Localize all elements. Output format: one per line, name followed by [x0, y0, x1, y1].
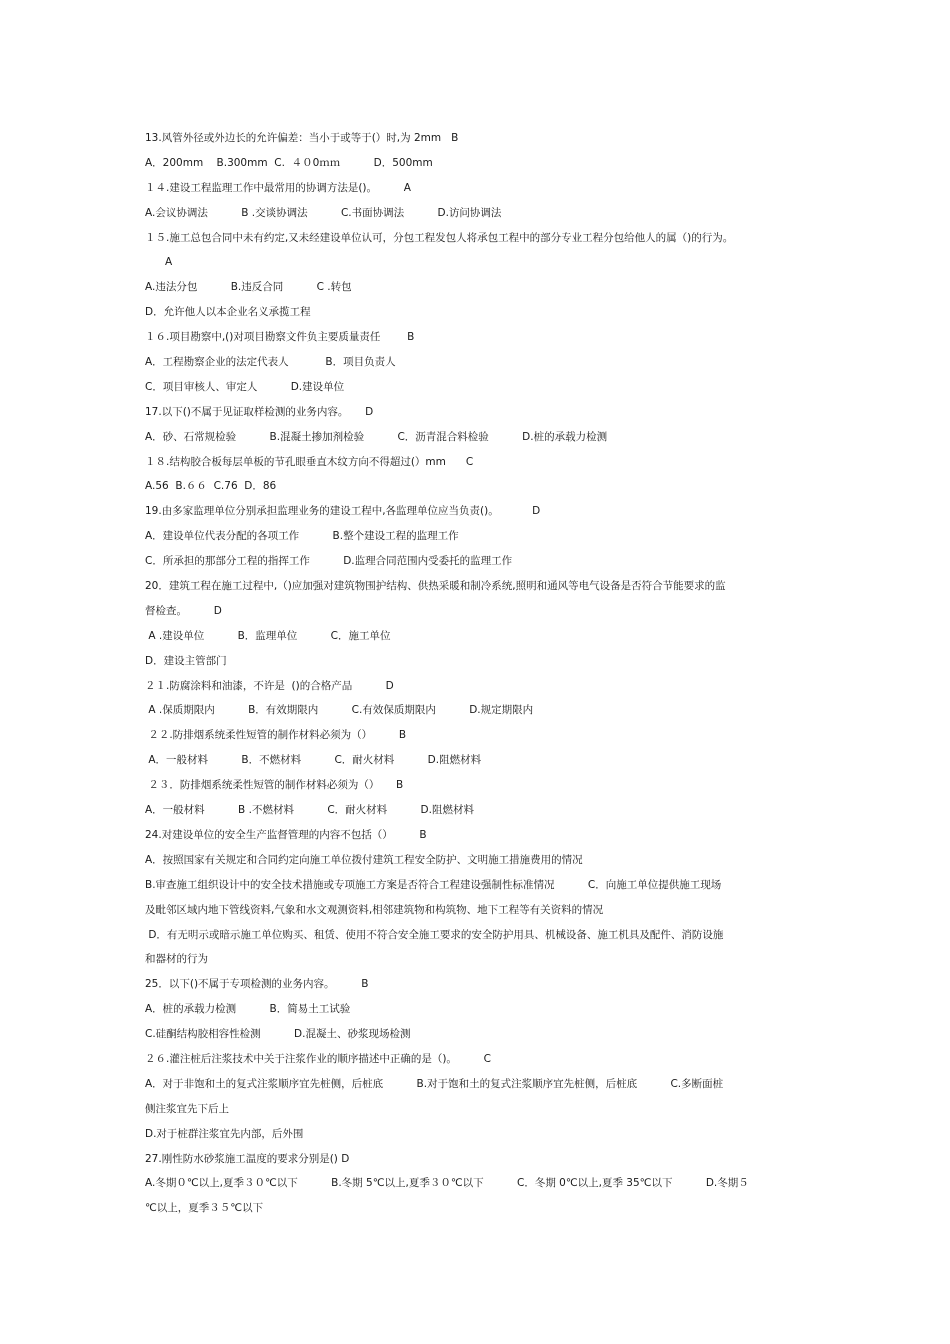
question-27-options: A.冬期０℃以上,夏季３０℃以下 B.冬期 5℃以上,夏季３０℃以下 C．冬期 0℃以上,夏季 35℃以下 D.冬期５	[145, 1177, 749, 1190]
question-24-option-d: D．有无明示或暗示施工单位购买、租赁、使用不符合安全施工要求的安全防护用具、机械设备、施工机具及配件、消防设施	[145, 928, 724, 941]
question-19-stem: 19.由多家监理单位分别承担监理业务的建设工程中,各监理单位应当负责()。 D	[145, 505, 541, 518]
question-21-stem: ２１.防腐涂料和油漆，不许是 ()的合格产品 D	[145, 679, 394, 692]
question-23-stem: ２３．防排烟系统柔性短管的制作材料必须为（） B	[145, 779, 404, 792]
question-list	[145, 126, 813, 1221]
question-27-option-d-cont: ℃以上，夏季３５℃以下	[145, 1202, 264, 1215]
question-20-stem-cont: 督检查。 D	[145, 604, 222, 617]
question-26-options-abc: A．对于非饱和土的复式注浆顺序宜先桩侧，后桩底 B.对于饱和土的复式注浆顺序宜先桩侧，后桩底 C.多断面桩	[145, 1077, 724, 1090]
question-17-stem: 17.以下()不属于见证取样检测的业务内容。 D	[145, 405, 374, 418]
question-20-options: A .建设单位 B．监理单位 C．施工单位	[145, 629, 391, 642]
question-15-options: A.违法分包 B.违反合同 C .转包	[145, 281, 352, 294]
question-22-options: A．一般材料 B．不燃材料 C．耐火材料 D.阻燃材料	[145, 754, 482, 767]
question-24-option-c-cont: 及毗邻区域内地下管线资料,气象和水文观测资料,相邻建筑物和构筑物、地下工程等有关资料的情况	[145, 903, 604, 916]
question-17-options: A．砂、石常规检验 B.混凝土掺加剂检验 C．沥青混合料检验 D.桩的承载力检测	[145, 430, 608, 443]
question-14-options: A.会议协调法 B .交谈协调法 C.书面协调法 D.访问协调法	[145, 206, 502, 219]
question-16-options-cd: C．项目审核人、审定人 D.建设单位	[145, 380, 345, 393]
question-16-stem: １６.项目勘察中,()对项目勘察文件负主要质量责任 B	[145, 331, 415, 344]
question-24-stem: 24.对建设单位的安全生产监督管理的内容不包括（） B	[145, 828, 427, 841]
question-13-options: A．200mm B.300mm C. ４０0ｍｍ D．500mm	[145, 156, 433, 169]
question-27-stem: 27.刚性防水砂浆施工温度的要求分别是() D	[145, 1152, 350, 1165]
question-24-option-bc: B.审查施工组织设计中的安全技术措施或专项施工方案是否符合工程建设强制性标准情况 C．向施工单位提供施工现场	[145, 878, 722, 891]
question-18-options: A.56 B.６６ C.76 D．86	[145, 480, 277, 493]
question-20-option-d: D．建设主管部门	[145, 654, 227, 667]
question-16-options-ab: A．工程勘察企业的法定代表人 B．项目负责人	[145, 356, 396, 369]
question-18-stem: １８.结构胶合板每层单板的节孔眼垂直木纹方向不得超过(）mm C	[145, 455, 474, 468]
question-22-stem: ２２.防排烟系统柔性短管的制作材料必须为（） B	[145, 729, 407, 742]
question-15-stem: １５.施工总包合同中未有约定,又未经建设单位认可，分包工程发包人将承包工程中的部分专业工程分包给他人的属（)的行为。	[145, 231, 734, 244]
question-23-options: A．一般材料 B .不燃材料 C．耐火材料 D.阻燃材料	[145, 804, 474, 817]
question-25-options-cd: C.硅酮结构胶相容性检测 D.混凝土、砂浆现场检测	[145, 1028, 411, 1041]
question-24-option-d-cont: 和器材的行为	[145, 953, 208, 966]
question-26-stem: ２６.灌注桩后注浆技术中关于注浆作业的顺序描述中正确的是（)。 C	[145, 1052, 491, 1065]
question-19-options-ab: A．建设单位代表分配的各项工作 B.整个建设工程的监理工作	[145, 530, 459, 543]
question-24-option-a: A．按照国家有关规定和合同约定向施工单位拨付建筑工程安全防护、文明施工措施费用的情况	[145, 853, 583, 866]
question-26-option-c-cont: 侧注浆宜先下后上	[145, 1102, 229, 1115]
question-19-options-cd: C．所承担的那部分工程的指挥工作 D.监理合同范围内受委托的监理工作	[145, 555, 513, 568]
question-15-answer: A	[145, 256, 173, 269]
question-21-options: A .保质期限内 B．有效期限内 C.有效保质期限内 D.规定期限内	[145, 704, 534, 717]
question-25-stem: 25．以下()不属于专项检测的业务内容。 B	[145, 978, 369, 991]
question-20-stem: 20．建筑工程在施工过程中,（)应加强对建筑物围护结构、供热采暖和制冷系统,照明和通风等电气设备是否符合节能要求的监	[145, 580, 726, 593]
question-14-stem: １４.建设工程监理工作中最常用的协调方法是()。 A	[145, 181, 411, 194]
question-13-stem: 13.风管外径或外边长的允许偏差：当小于或等于(）时,为 2mm B	[145, 132, 459, 144]
question-15-option-d: D．允许他人以本企业名义承揽工程	[145, 306, 311, 319]
question-26-option-d: D.对于桩群注浆宜先内部，后外围	[145, 1127, 304, 1140]
question-25-options-ab: A．桩的承载力检测 B．简易土工试验	[145, 1003, 351, 1016]
